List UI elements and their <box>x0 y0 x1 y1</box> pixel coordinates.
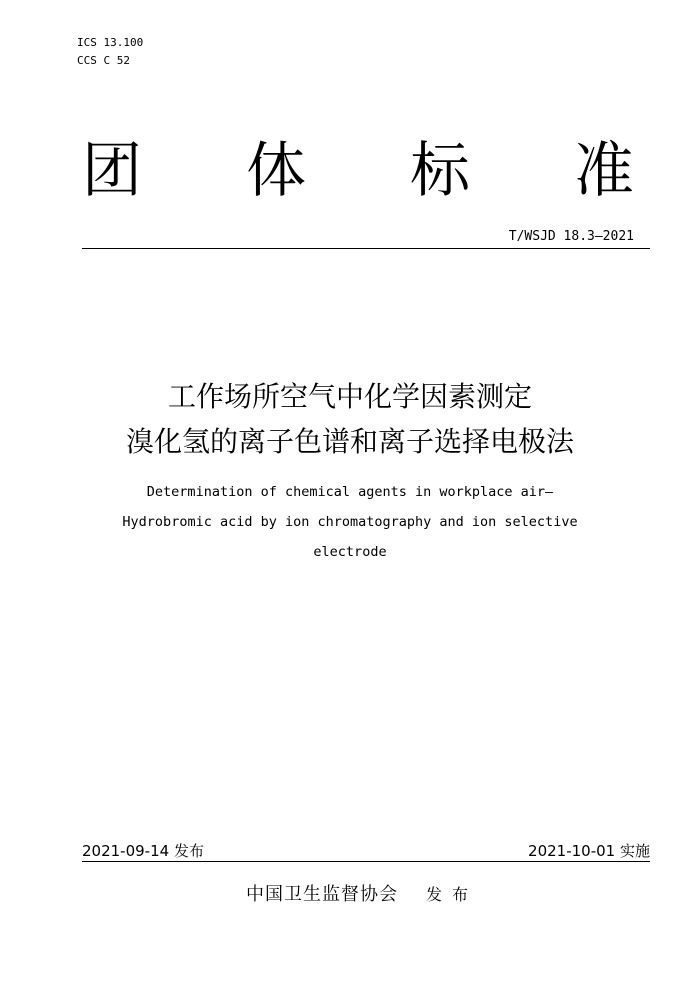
top-divider <box>82 248 650 249</box>
english-title-line-2: Hydrobromic acid by ion chromatography and ion selective <box>122 514 578 530</box>
english-title-line-3: electrode <box>313 544 387 560</box>
standard-number: T/WSJD 18.3—2021 <box>508 229 634 244</box>
bottom-divider <box>82 861 650 862</box>
banner-char-4: 准 <box>574 136 634 206</box>
publisher-line <box>246 884 478 906</box>
banner-char-1: 团 <box>82 136 142 206</box>
publisher-name: 中国卫生监督协会 <box>246 884 398 905</box>
ics-code: ICS 13.100 <box>77 36 144 49</box>
ccs-code: CCS C 52 <box>77 54 130 67</box>
banner-char-2: 体 <box>246 136 306 206</box>
chinese-title-line-2: 溴化氢的离子色谱和离子选择电极法 <box>125 425 574 458</box>
issue-date: 2021-09-14 发布 <box>82 842 204 860</box>
english-title-line-1: Determination of chemical agents in workplace air— <box>146 484 554 500</box>
english-title <box>0 477 700 567</box>
date-row <box>82 842 650 860</box>
chinese-title-line-1: 工作场所空气中化学因素测定 <box>167 380 532 413</box>
classification-codes <box>77 34 143 70</box>
implementation-date: 2021-10-01 实施 <box>528 842 650 860</box>
standard-type-banner <box>82 136 634 206</box>
banner-char-3: 标 <box>410 136 470 206</box>
publish-verb: 发布 <box>426 885 479 904</box>
